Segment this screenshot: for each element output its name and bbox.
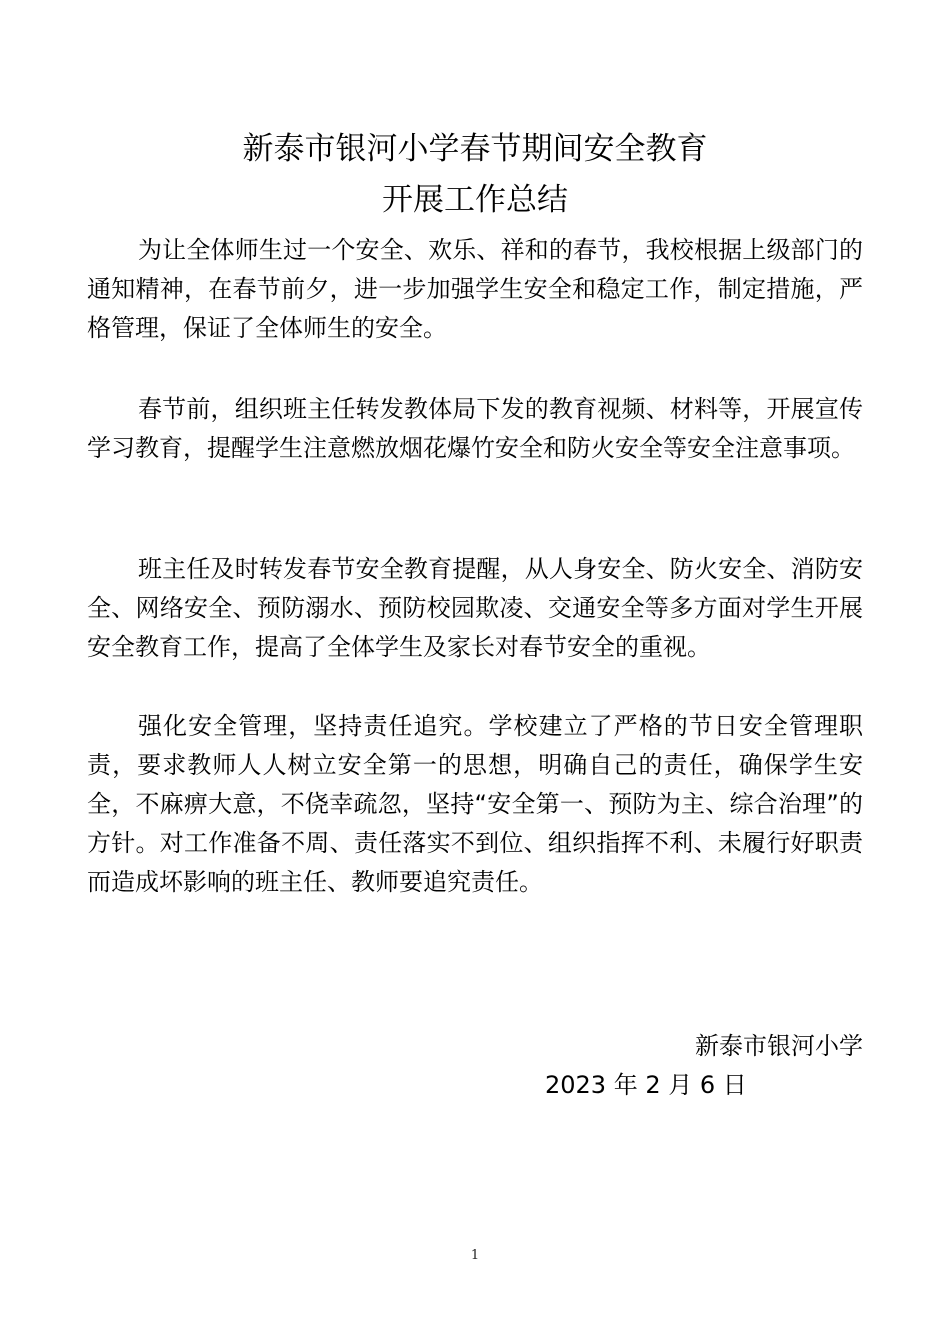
signature-school-name: 新泰市银河小学 bbox=[695, 1032, 863, 1060]
paragraph-class-teacher-reminder: 班主任及时转发春节安全教育提醒，从人身安全、防火安全、消防安全、网络安全、预防溺水、预防校园欺凌、交通安全等多方面对学生开展安全教育工作，提高了全体学生及家长对春节安全的重视。 bbox=[87, 555, 863, 661]
paragraph-intro: 为让全体师生过一个安全、欢乐、祥和的春节，我校根据上级部门的通知精神，在春节前夕，进一步加强学生安全和稳定工作，制定措施，严格管理，保证了全体师生的安全。 bbox=[87, 236, 863, 342]
paragraph-before-festival: 春节前，组织班主任转发教体局下发的教育视频、材料等，开展宣传学习教育，提醒学生注意燃放烟花爆竹安全和防火安全等安全注意事项。 bbox=[87, 395, 863, 462]
document-title-line-2: 开展工作总结 bbox=[382, 182, 568, 218]
document-title-line-1: 新泰市银河小学春节期间安全教育 bbox=[242, 131, 708, 167]
signature-date: 2023 年 2 月 6 日 bbox=[545, 1071, 747, 1099]
paragraph-safety-management: 强化安全管理，坚持责任追究。学校建立了严格的节日安全管理职责，要求教师人人树立安全第一的思想，明确自己的责任，确保学生安全，不麻痹大意，不侥幸疏忽，坚持“安全第一、预防为主、综合治理”的方针。对工作准备不周、责任落实不到位、组织指挥不利、未履行好职责而造成坏影响的班主任、教师要追究责任。 bbox=[87, 712, 863, 896]
page-number: 1 bbox=[470, 1248, 480, 1263]
